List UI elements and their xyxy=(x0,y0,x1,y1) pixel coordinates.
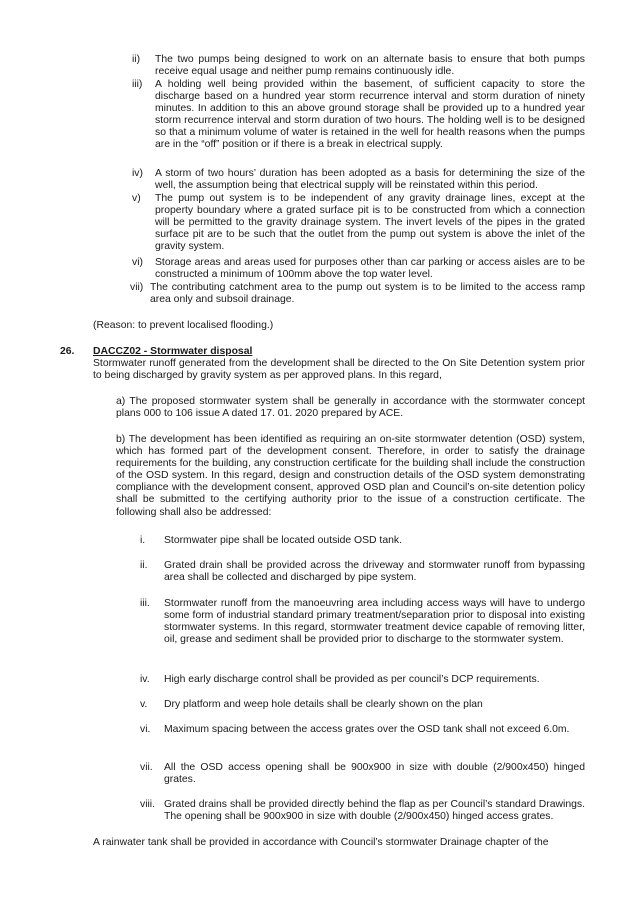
list-item-number: v) xyxy=(132,193,141,204)
condition-intro: Stormwater runoff generated from the development shall be directed to the On Site Detention system prior to being discharged by gravity system as per approved plans. In this regard, xyxy=(93,358,585,382)
sub-list-text: Maximum spacing between the access grates over the OSD tank shall not exceed 6.0m. xyxy=(164,724,570,735)
list-item-text: The two pumps being designed to work on an alternate basis to ensure that both pumps receive equal usage and neither pump remains continuously idle. xyxy=(155,54,585,78)
sub-list-number: vii. xyxy=(140,762,153,773)
closing-paragraph: A rainwater tank shall be provided in accordance with Council’s stormwater Drainage chapter of the xyxy=(93,837,549,848)
list-item-text: Storage areas and areas used for purposes other than car parking or access aisles are to be constructed a minimum of 100mm above the top water level. xyxy=(155,257,585,281)
sub-list-text: Grated drains shall be provided directly behind the flap as per Council’s standard Drawings. The opening shall be 900x900 in size with double (2/900x450) hinged access grates. xyxy=(164,799,585,823)
paragraph-b: b) The development has been identified as requiring an on-site stormwater detention (OSD) system, which has formed part of the development consent. Therefore, in order to satisfy the drainage requirements for the building, any construction certificate for the building shall include the construction of the OSD system. In this regard, design and construction details of the OSD system demonstrating compliance with the development consent, approved OSD plan and Council’s on-site detention policy shall be submitted to the certifying authority prior to the issue of a construction certificate. The following shall also be addressed: xyxy=(116,434,585,518)
reason-text: (Reason: to prevent localised flooding.) xyxy=(93,320,274,331)
sub-list-number: iii. xyxy=(140,598,150,609)
list-item-number: vii) xyxy=(130,282,144,293)
sub-list-text: All the OSD access opening shall be 900x900 in size with double (2/900x450) hinged grates. xyxy=(164,762,585,786)
list-item-number: iv) xyxy=(132,168,143,179)
sub-list-number: iv. xyxy=(140,674,150,685)
sub-list-text: Stormwater pipe shall be located outside OSD tank. xyxy=(164,535,402,546)
sub-list-number: ii. xyxy=(140,560,148,571)
sub-list-number: vi. xyxy=(140,724,151,735)
list-item-text: A storm of two hours’ duration has been adopted as a basis for determining the size of the well, the assumption being that electrical supply will be reinstated within this period. xyxy=(155,168,585,192)
list-item-number: iii) xyxy=(132,79,143,90)
condition-title: DACCZ02 - Stormwater disposal xyxy=(93,346,253,357)
paragraph-a: a) The proposed stormwater system shall be generally in accordance with the stormwater concept plans 000 to 106 issue A dated 17. 01. 2020 prepared by ACE. xyxy=(116,396,585,420)
list-item-text: The pump out system is to be independent of any gravity drainage lines, except at the property boundary where a grated surface pit is to be constructed from which a connection will be permitted to the gravity drainage system. The invert levels of the pipes in the grated surface pit are to be such that the outlet from the pump out system is above the inlet of the gravity system. xyxy=(155,193,585,253)
sub-list-text: Grated drain shall be provided across the driveway and stormwater runoff from bypassing area shall be collected and discharged by pipe system. xyxy=(164,560,585,584)
list-item-number: ii) xyxy=(132,54,141,65)
sub-list-number: viii. xyxy=(140,799,156,810)
list-item-text: A holding well being provided within the basement, of sufficient capacity to store the discharge based on a hundred year storm recurrence interval and storm duration of ninety minutes. In addition to this an above ground storage shall be provided up to a hundred year storm recurrence interval and storm duration of two hours. The holding well is to be designed so that a minimum volume of water is retained in the well for health reasons when the pumps are in the “off” position or if there is a break in electrical supply. xyxy=(155,79,585,151)
sub-list-number: i. xyxy=(140,535,146,546)
list-item-text: The contributing catchment area to the pump out system is to be limited to the access ramp area only and subsoil drainage. xyxy=(150,282,585,306)
sub-list-number: v. xyxy=(140,699,148,710)
sub-list-text: Stormwater runoff from the manoeuvring area including access ways will have to undergo some form of industrial standard primary treatment/separation prior to disposal into existing stormwater systems. In this regard, stormwater treatment device capable of removing litter, oil, grease and sediment shall be provided prior to discharge to the stormwater system. xyxy=(164,598,585,646)
sub-list-text: High early discharge control shall be provided as per council’s DCP requirements. xyxy=(164,674,540,685)
sub-list-text: Dry platform and weep hole details shall be clearly shown on the plan xyxy=(164,699,483,710)
list-item-number: vi) xyxy=(132,257,143,268)
condition-number: 26. xyxy=(60,346,75,357)
